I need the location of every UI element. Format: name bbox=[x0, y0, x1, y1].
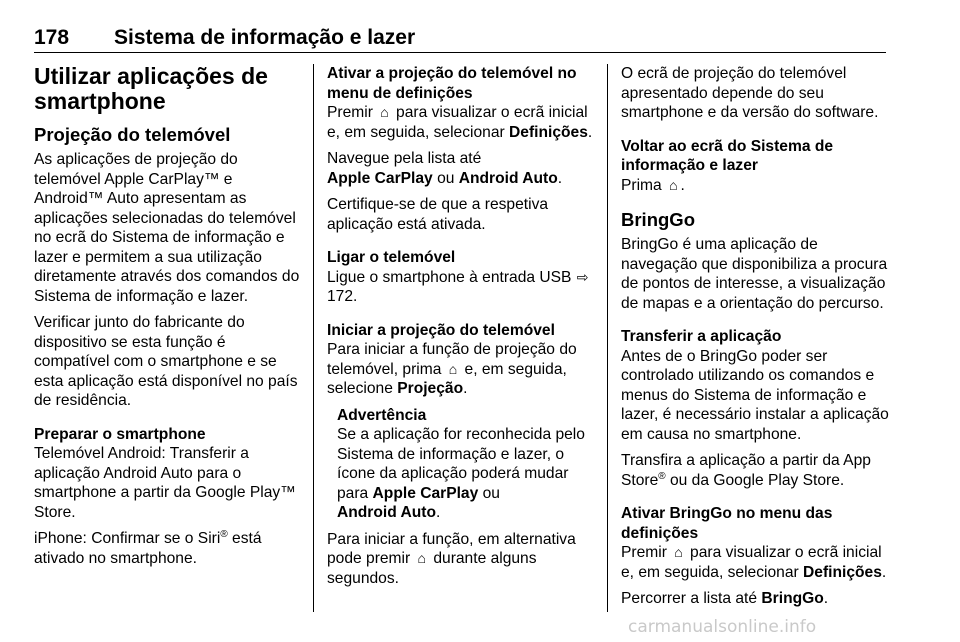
paragraph: Verificar junto do fabricante do dispositivo se esta função é compatível com o smartphone e se esta aplicação está disponível no país de residência. bbox=[34, 314, 298, 409]
paragraph: O ecrã de projeção do telemóvel apresentado depende do seu smartphone e da versão do software. bbox=[621, 65, 879, 121]
text-run: . bbox=[881, 563, 887, 581]
heading-ligar: Ligar o telemóvel bbox=[327, 249, 456, 266]
paragraph bbox=[327, 149, 595, 188]
paragraph bbox=[327, 103, 595, 142]
running-title: Sistema de informação e lazer bbox=[114, 26, 416, 49]
registered-mark: ® bbox=[658, 470, 666, 482]
column-3 bbox=[621, 64, 889, 616]
text-run: . bbox=[823, 590, 829, 607]
page-reference-arrow-icon: ⇨ bbox=[576, 268, 589, 285]
text-run: está ativado no smartphone. bbox=[34, 530, 262, 567]
text-run: ou da Google Play Store. bbox=[665, 471, 845, 489]
registered-mark: ® bbox=[220, 528, 228, 540]
page-reference: 172. bbox=[327, 288, 358, 305]
paragraph bbox=[621, 176, 889, 196]
text-run: . bbox=[436, 504, 441, 521]
text-run: . bbox=[587, 123, 593, 141]
text-run: ou bbox=[432, 169, 459, 187]
paragraph bbox=[327, 530, 595, 589]
note-title: Advertência bbox=[337, 406, 427, 424]
menu-label: Definições bbox=[803, 563, 882, 581]
paragraph bbox=[621, 589, 889, 609]
heading-ativar-projecao: Ativar a projeção do telemóvel no menu de definições bbox=[327, 65, 577, 102]
home-icon: ⌂ bbox=[417, 550, 427, 566]
subsection-title-bringgo: BringGo bbox=[621, 209, 695, 230]
paragraph bbox=[621, 543, 889, 582]
column-divider bbox=[607, 64, 608, 612]
watermark: carmanualsonline.info bbox=[628, 617, 817, 637]
text-run: para visualizar o ecrã inicial e, em seguida, selecionar bbox=[621, 544, 882, 581]
text-run: . bbox=[463, 380, 468, 397]
menu-label: BringGo bbox=[761, 590, 824, 607]
paragraph: Certifique-se de que a respetiva aplicação está ativada. bbox=[327, 196, 549, 233]
menu-label: Apple CarPlay bbox=[327, 169, 433, 187]
paragraph: As aplicações de projeção do telemóvel Apple CarPlay™ e Android™ Auto apresentam as aplicações selecionadas do telemóvel no ecrã do Sistema de informação e lazer e permitem a sua utilização diretamente através dos comandos do Sistema de informação e lazer. bbox=[34, 151, 300, 305]
text-run: Para iniciar a função de projeção do telemóvel, prima bbox=[327, 341, 577, 378]
page-number: 178 bbox=[34, 26, 70, 49]
menu-label: Definições bbox=[509, 123, 588, 141]
menu-label: Android Auto bbox=[458, 169, 558, 187]
paragraph: Telemóvel Android: Transferir a aplicação Android Auto para o smartphone a partir da Google Play™ Store. bbox=[34, 445, 296, 521]
heading-transferir: Transferir a aplicação bbox=[621, 328, 782, 345]
home-icon: ⌂ bbox=[674, 544, 683, 560]
text-run: Ligue o smartphone à entrada USB bbox=[327, 268, 576, 286]
note-text bbox=[337, 425, 595, 523]
text-run: . bbox=[557, 169, 563, 187]
column-2 bbox=[327, 64, 595, 595]
text-run: Premir bbox=[621, 544, 672, 561]
text-run: Percorrer a lista até bbox=[621, 590, 762, 607]
home-icon: ⌂ bbox=[669, 176, 678, 193]
text-run: Para iniciar a função, em alternativa pode premir bbox=[327, 530, 576, 567]
paragraph: BringGo é uma aplicação de navegação que disponibiliza a procura de pontos de interesse, a visualização de mapas e a orientação do percurso. bbox=[621, 236, 888, 312]
paragraph bbox=[34, 529, 302, 568]
menu-label: Android Auto bbox=[337, 504, 437, 521]
home-icon: ⌂ bbox=[448, 360, 458, 377]
paragraph bbox=[621, 451, 889, 490]
section-title: Utilizar aplicações de smartphone bbox=[34, 63, 268, 114]
paragraph bbox=[327, 340, 595, 399]
text-run: . bbox=[680, 176, 685, 194]
text-run: Prima bbox=[621, 176, 667, 194]
paragraph: Antes de o BringGo poder ser controlado utilizando os comandos e menus do Sistema de informação e lazer, é necessário instalar a aplicação em causa no smartphone. bbox=[621, 347, 889, 443]
subsection-title: Projeção do telemóvel bbox=[34, 124, 231, 145]
column-1 bbox=[34, 64, 302, 575]
heading-ativar-bringgo: Ativar BringGo no menu das definições bbox=[621, 505, 833, 542]
heading-preparar: Preparar o smartphone bbox=[34, 425, 206, 443]
text-run: Navegue pela lista até bbox=[327, 150, 482, 167]
home-icon: ⌂ bbox=[380, 104, 389, 120]
text-run: iPhone: Confirmar se o Siri bbox=[34, 530, 221, 547]
menu-label: Apple CarPlay bbox=[372, 484, 479, 502]
text-run: para visualizar o ecrã inicial e, em seguida, selecionar bbox=[327, 104, 588, 141]
text-run: ou bbox=[478, 484, 500, 502]
heading-voltar: Voltar ao ecrã do Sistema de informação e lazer bbox=[621, 137, 834, 174]
note-box bbox=[327, 406, 595, 523]
text-run: Premir bbox=[327, 104, 378, 121]
column-divider bbox=[313, 64, 314, 612]
paragraph bbox=[327, 268, 595, 307]
text-run: Transfira a aplicação a partir da App Store bbox=[621, 452, 871, 489]
text-run: durante alguns segundos. bbox=[327, 550, 537, 587]
heading-iniciar: Iniciar a projeção do telemóvel bbox=[327, 321, 555, 339]
menu-label: Projeção bbox=[397, 380, 464, 397]
page-header bbox=[34, 26, 886, 53]
text-run: e, em seguida, selecione bbox=[327, 360, 567, 397]
text-run: Se a aplicação for reconhecida pelo Sistema de informação e lazer, o ícone da aplicação poderá mudar para bbox=[337, 426, 585, 502]
